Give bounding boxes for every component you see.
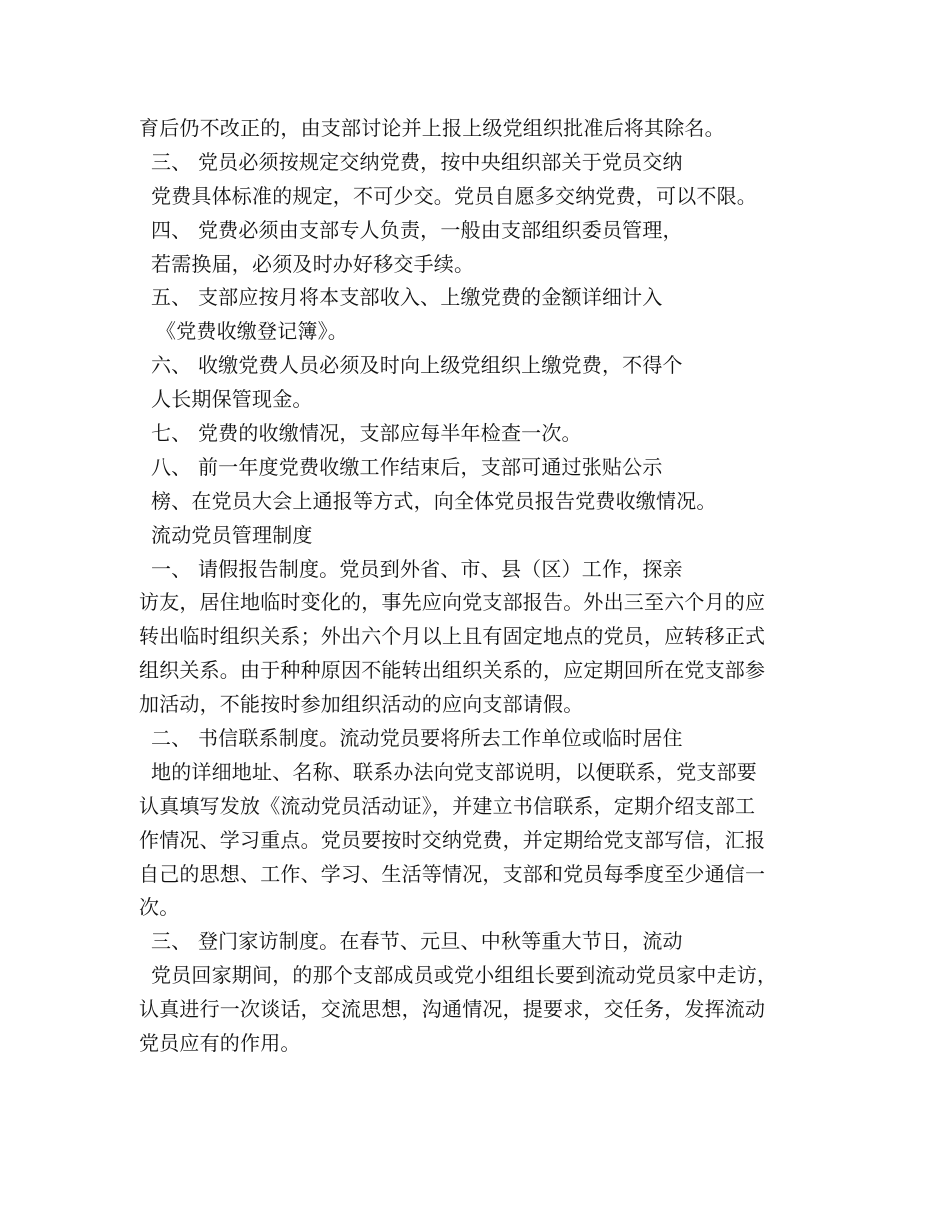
document-body	[139, 112, 839, 1061]
text-line: 地的详细地址、名称、联系办法向党支部说明，以便联系，党支部要	[151, 759, 757, 784]
text-line: 六、 收缴党费人员必须及时向上级党组织上缴党费，不得个	[151, 353, 683, 378]
text-line: 七、 党费的收缴情况，支部应每半年检查一次。	[151, 421, 582, 446]
text-line: 认真填写发放《流动党员活动证》，并建立书信联系，定期介绍支部工	[139, 793, 756, 818]
text-line: 党费具体标准的规定，不可少交。党员自愿多交纳党费，可以不限。	[151, 183, 757, 208]
text-line: 三、 党员必须按规定交纳党费，按中央组织部关于党员交纳	[151, 149, 683, 174]
text-line: 育后仍不改正的，由支部讨论并上报上级党组织批准后将其除名。	[139, 116, 725, 140]
text-line: 访友，居住地临时变化的，事先应向党支部报告。外出三至六个月的应	[139, 590, 766, 615]
text-line: 榜、在党员大会上通报等方式，向全体党员报告党费收缴情况。	[151, 488, 717, 513]
text-line: 五、 支部应按月将本支部收入、上缴党费的金额详细计入	[151, 285, 663, 310]
text-line: 一、 请假报告制度。党员到外省、市、县（区）工作，探亲	[151, 556, 683, 581]
text-line: 转出临时组织关系；外出六个月以上且有固定地点的党员，应转移正式	[139, 624, 766, 649]
text-line: 自己的思想、工作、学习、生活等情况，支部和党员每季度至少通信一	[139, 861, 766, 886]
text-line: 八、 前一年度党费收缴工作结束后，支部可通过张贴公示	[151, 454, 663, 479]
text-line: 党员应有的作用。	[139, 1031, 301, 1056]
section-heading: 流动党员管理制度	[151, 522, 313, 547]
text-line: 若需换届，必须及时办好移交手续。	[151, 251, 475, 276]
text-line: 三、 登门家访制度。在春节、元旦、中秋等重大节日，流动	[151, 929, 683, 954]
text-line: 党员回家期间，的那个支部成员或党小组组长要到流动党员家中走访，	[151, 963, 778, 988]
text-line: 组织关系。由于种种原因不能转出组织关系的，应定期回所在党支部参	[139, 658, 766, 683]
text-line: 《党费收缴登记簿》。	[156, 319, 348, 344]
text-line: 人长期保管现金。	[151, 387, 313, 412]
text-line: 认真进行一次谈话，交流思想，沟通情况，提要求，交任务，发挥流动	[139, 997, 766, 1022]
text-line: 次。	[139, 895, 180, 920]
text-line: 加活动，不能按时参加组织活动的应向支部请假。	[139, 692, 584, 717]
text-line: 作情况、学习重点。党员要按时交纳党费，并定期给党支部写信，汇报	[139, 827, 766, 852]
text-line: 四、 党费必须由支部专人负责，一般由支部组织委员管理，	[151, 217, 683, 242]
text-line: 二、 书信联系制度。流动党员要将所去工作单位或临时居住	[151, 726, 683, 751]
